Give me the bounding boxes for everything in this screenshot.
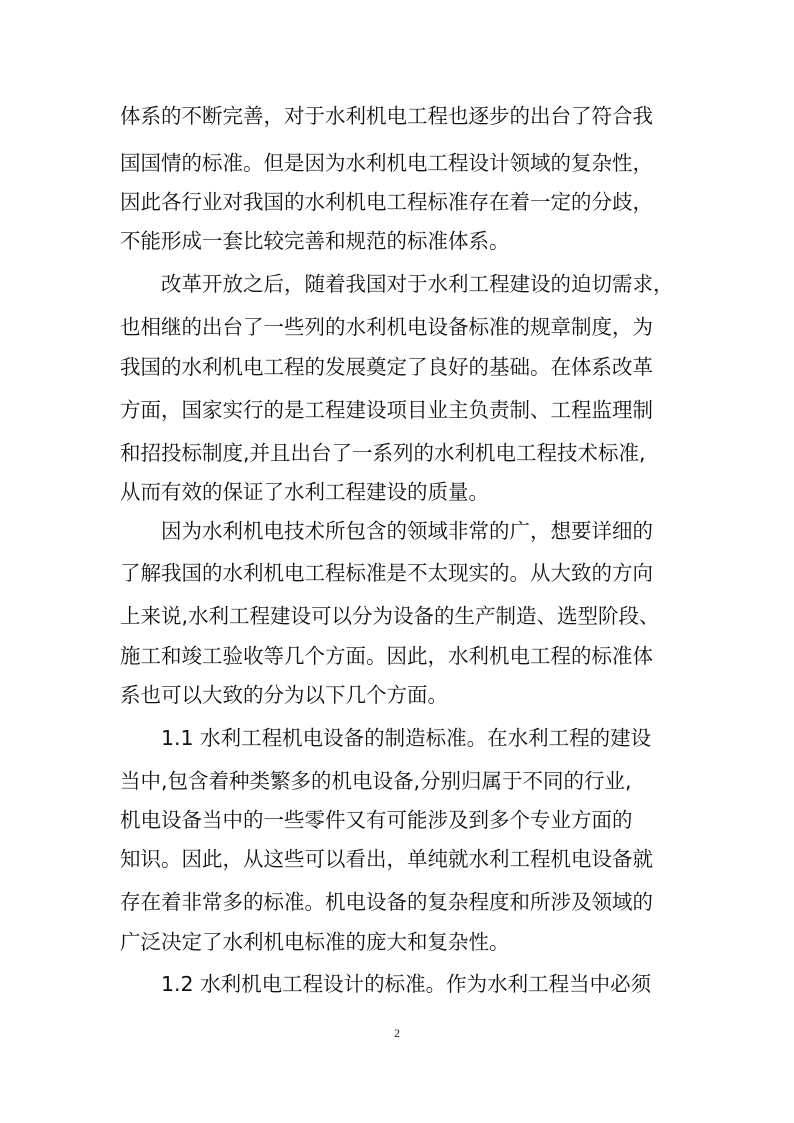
paragraph-line: 广泛决定了水利机电标准的庞大和复杂性。 (120, 930, 510, 954)
page-number: 2 (394, 1026, 400, 1040)
paragraph-line: 不能形成一套比较完善和规范的标准体系。 (120, 229, 510, 253)
paragraph-line: 施工和竣工验收等几个方面。因此，水利机电工程的标准体 (120, 644, 653, 668)
paragraph-line: 体系的不断完善，对于水利机电工程也逐步的出台了符合我 (120, 104, 653, 128)
paragraph-line: 从而有效的保证了水利工程建设的质量。 (120, 480, 489, 504)
paragraph-line: 知识。因此，从这些可以看出，单纯就水利工程机电设备就 (120, 847, 653, 871)
paragraph-line: 1.1 水利工程机电设备的制造标准。在水利工程的建设 (161, 726, 652, 750)
paragraph-line: 方面，国家实行的是工程建设项目业主负责制、工程监理制 (120, 398, 653, 422)
paragraph-line: 改革开放之后，随着我国对于水利工程建设的迫切需求， (161, 272, 674, 296)
paragraph-line: 机电设备当中的一些零件又有可能涉及到多个专业方面的 (120, 808, 633, 832)
paragraph-line: 和招投标制度,并且出台了一系列的水利机电工程技术标准, (120, 441, 646, 465)
paragraph-line: 国国情的标准。但是因为水利机电工程设计领域的复杂性， (120, 151, 653, 175)
paragraph-line: 存在着非常多的标准。机电设备的复杂程度和所涉及领域的 (120, 890, 653, 914)
paragraph-line: 也相继的出台了一些列的水利机电设备标准的规章制度，为 (120, 315, 653, 339)
paragraph-line: 上来说,水利工程建设可以分为设备的生产制造、选型阶段、 (120, 604, 660, 628)
paragraph-line: 因为水利机电技术所包含的领域非常的广，想要详细的 (161, 519, 653, 543)
paragraph-line: 系也可以大致的分为以下几个方面。 (120, 683, 448, 707)
paragraph-line: 当中,包含着种类繁多的机电设备,分别归属于不同的行业, (120, 769, 632, 793)
paragraph-line: 因此各行业对我国的水利机电工程标准存在着一定的分歧， (120, 190, 653, 214)
paragraph-line: 了解我国的水利机电工程标准是不太现实的。从大致的方向 (120, 561, 653, 585)
paragraph-line: 我国的水利机电工程的发展奠定了良好的基础。在体系改革 (120, 355, 653, 379)
paragraph-line: 1.2 水利机电工程设计的标准。作为水利工程当中必须 (161, 972, 652, 996)
